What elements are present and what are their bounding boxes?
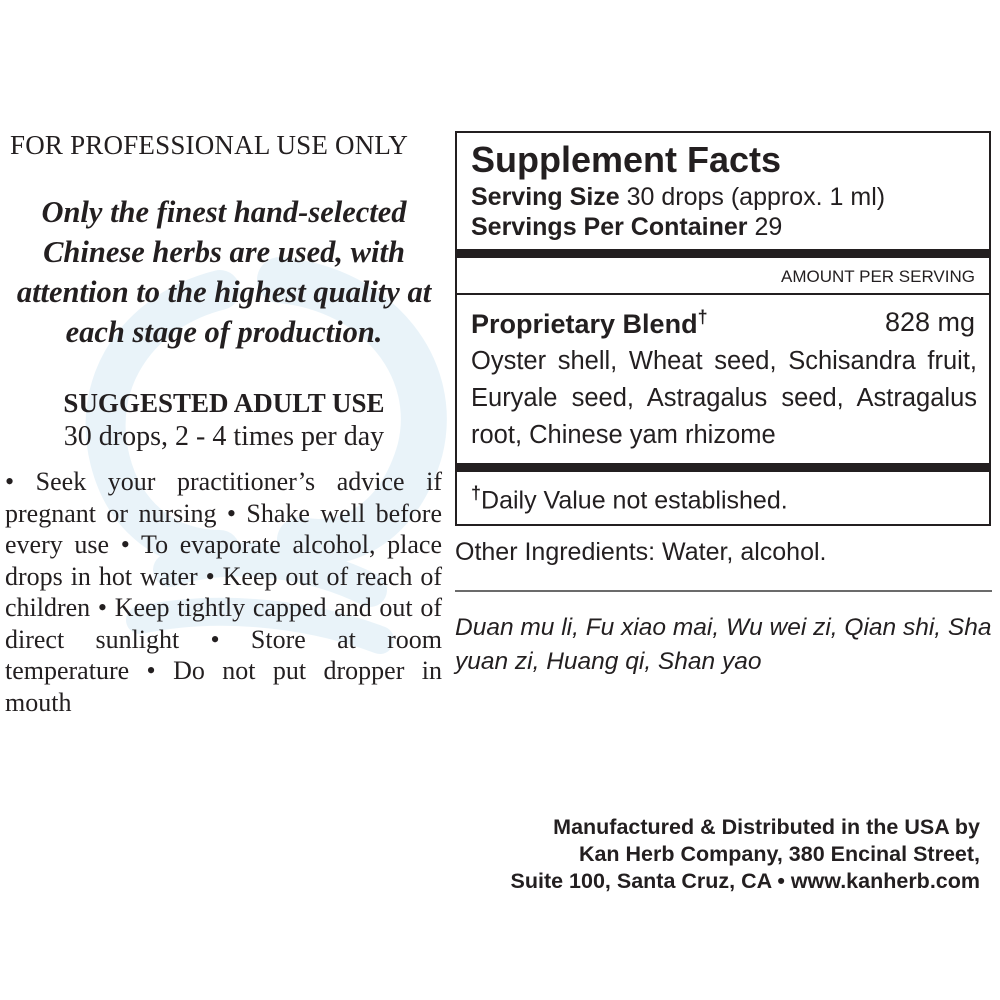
other-ingredients: Other Ingredients: Water, alcohol. (455, 538, 827, 566)
blend-name-text: Proprietary Blend (471, 309, 698, 339)
thick-divider-bottom (457, 463, 989, 472)
amount-per-serving-header: AMOUNT PER SERVING (781, 267, 975, 286)
manufacturer-line-2: Kan Herb Company, 380 Encinal Street, (578, 842, 980, 866)
serving-size-label: Serving Size (471, 183, 620, 211)
supplement-facts-panel (455, 131, 991, 526)
serving-size-row (471, 183, 885, 212)
proprietary-blend-name (471, 307, 708, 340)
suggested-use-heading: SUGGESTED ADULT USE (63, 388, 385, 418)
servings-per-container-label: Servings Per Container (471, 213, 748, 241)
thin-divider (457, 293, 989, 295)
manufacturer-info (470, 814, 980, 895)
pinyin-herb-names: Duan mu li, Fu xiao mai, Wu wei zi, Qian shi, Sha yuan zi, Huang qi, Shan yao (455, 614, 992, 675)
servings-per-container-row (471, 213, 782, 242)
servings-per-container-value: 29 (754, 213, 783, 241)
daily-value-note-text: Daily Value not established. (481, 486, 788, 515)
section-divider (455, 590, 992, 592)
dagger-mark-note: † (471, 483, 482, 503)
manufacturer-line-3: Suite 100, Santa Cruz, CA • www.kanherb.com (510, 869, 980, 893)
blend-amount: 828 mg (884, 307, 975, 337)
manufacturer-line-1: Manufactured & Distributed in the USA by (553, 815, 980, 839)
thick-divider (457, 249, 989, 258)
facts-title: Supplement Facts (471, 139, 782, 180)
suggested-dose: 30 drops, 2 - 4 times per day (63, 421, 385, 452)
usage-warnings: • Seek your practitioner’s advice if pregnant or nursing • Shake well before every use • To evaporate alcohol, place drops in hot water • Keep out of reach of children • Keep tightly capped and out of direct sunlight • Store at room temperature • Do not put dropper in mouth (5, 467, 442, 717)
daily-value-note (471, 483, 788, 515)
dagger-mark: † (697, 307, 708, 327)
quality-tagline: Only the finest hand-selected Chinese herbs are used, with attention to the highest quality at each stage of production. (16, 195, 432, 349)
professional-use-notice: FOR PROFESSIONAL USE ONLY (10, 130, 409, 160)
blend-ingredients: Oyster shell, Wheat seed, Schisandra fruit, Euryale seed, Astragalus seed, Astragalus root, Chinese yam rhizome (471, 347, 977, 449)
serving-size-value: 30 drops (approx. 1 ml) (626, 183, 886, 211)
